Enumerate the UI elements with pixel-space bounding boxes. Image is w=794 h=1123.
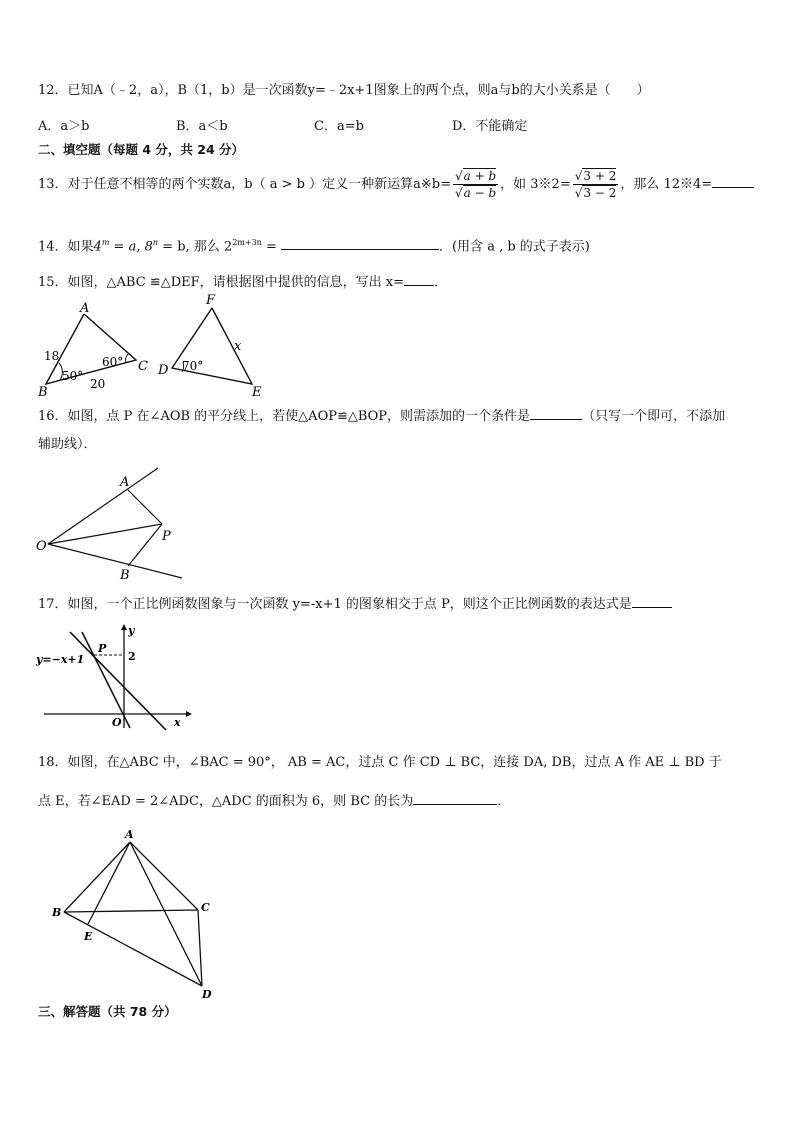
- q14-eq4: =: [261, 239, 277, 255]
- q16-label-a: A: [120, 475, 130, 490]
- q17-answer-blank[interactable]: [632, 593, 672, 608]
- q18-label-e: E: [84, 930, 93, 943]
- q16-line2: 辅助线）．: [38, 437, 97, 452]
- q13-fraction-definition: $\frac{√a + b}{√a - b}$: [454, 169, 497, 200]
- q16-label-b: B: [120, 568, 130, 583]
- q13-suffix: ，那么 12※4=: [620, 177, 713, 192]
- q12-option-c: C．a=b: [314, 119, 364, 134]
- q17-label-p: P: [98, 642, 107, 655]
- q14-prefix: 14．如果: [38, 239, 94, 255]
- q17-stem: [38, 593, 672, 614]
- q14-answer-blank[interactable]: [281, 235, 439, 250]
- q15-figure: [36, 292, 276, 402]
- q16-label-p: P: [162, 529, 171, 544]
- q15-angle-60: 60°: [102, 355, 124, 369]
- q15-label-f: F: [206, 293, 216, 308]
- q13-prefix: 13．对于任意不相等的两个实数a，b（ a > b ）定义一种新运算a※b=: [38, 177, 451, 192]
- q15-side-x: x: [234, 339, 242, 354]
- q15-stem-text: 15．如图，△ABC ≌△DEF，请根据图中提供的信息，写出 x=: [38, 275, 404, 290]
- q14-stem: [38, 234, 590, 256]
- q13-num1: a + b: [463, 169, 497, 183]
- q17-label-x: x: [174, 716, 181, 729]
- q16-figure: [36, 462, 196, 582]
- q13-den2: 3 − 2: [583, 186, 617, 200]
- q15-angle-50: 50°: [62, 369, 84, 383]
- q17-label-y: y: [128, 624, 135, 637]
- q13-fraction-example: $\frac{√3 + 2}{√3 - 2}$: [574, 169, 617, 200]
- q14-exp1: m: [101, 238, 110, 247]
- q15-side-20: 20: [90, 377, 106, 391]
- q12-option-d: D．不能确定: [452, 119, 528, 134]
- q16-line1b: （只写一个即可，不添加: [582, 409, 726, 424]
- q12-option-b: B．a＜b: [176, 119, 228, 134]
- q18-label-b: B: [52, 906, 62, 919]
- q14-eq2: = a, 8: [109, 239, 153, 255]
- q14-suffix: ．(用含 a , b 的式子表示): [438, 239, 590, 255]
- q18-end: ．: [497, 794, 511, 809]
- q15-angle-70: 70°: [182, 359, 204, 373]
- q17-equation-label: y=−x+1: [36, 653, 85, 666]
- q17-stem-text: 17．如图，一个正比例函数图象与一次函数 y=-x+1 的图象相交于点 P，则这个正比例函数的表达式是: [38, 597, 632, 612]
- q16-line1: [38, 405, 725, 426]
- q18-line1: 18．如图，在△ABC 中，∠BAC = 90°， AB = AC，过点 C 作 CD ⊥ BC，连接 DA, DB，过点 A 作 AE ⊥ BD 于: [38, 755, 722, 770]
- q12-stem: 12．已知A（﹣2，a），B（1，b）是一次函数y=﹣2x+1图象上的两个点，则a与b的大小关系是（ ）: [38, 83, 650, 98]
- q12-option-a: A．a＞b: [38, 119, 90, 134]
- q18-answer-blank[interactable]: [413, 790, 497, 805]
- q13-den1: a − b: [463, 186, 497, 200]
- q15-end: ．: [433, 275, 447, 290]
- q14-eq3: = b, 那么 2: [158, 239, 233, 255]
- q17-label-2: 2: [128, 650, 136, 663]
- q15-answer-blank[interactable]: [404, 271, 434, 286]
- q13-num2: 3 + 2: [583, 169, 617, 183]
- q17-figure: [36, 622, 196, 732]
- q15-label-b: B: [38, 385, 48, 400]
- q15-label-a: A: [80, 301, 90, 316]
- q16-line1-text: 16．如图，点 P 在∠AOB 的平分线上，若使△AOP≌△BOP，则需添加的一个条件是: [38, 409, 531, 424]
- q16-answer-blank[interactable]: [530, 405, 582, 420]
- q18-label-c: C: [201, 901, 210, 914]
- q14-eq: 4: [93, 239, 102, 255]
- q14-exp3: 2m+3n: [232, 238, 262, 247]
- q15-label-d: D: [158, 363, 169, 378]
- q18-label-d: D: [202, 988, 212, 1001]
- q13-answer-blank[interactable]: [712, 173, 754, 188]
- q13-stem: [38, 168, 754, 201]
- q18-figure: [48, 826, 228, 1002]
- section-2-heading: 二、填空题（每题 4 分，共 24 分）: [38, 142, 245, 157]
- q17-label-o: O: [112, 716, 122, 729]
- q15-label-c: C: [138, 359, 148, 374]
- q18-line2-text: 点 E，若∠EAD = 2∠ADC，△ADC 的面积为 6，则 BC 的长为: [38, 794, 414, 809]
- q15-label-e: E: [252, 385, 262, 400]
- q18-line2: [38, 790, 510, 811]
- q18-label-a: A: [125, 828, 134, 841]
- section-3-heading: 三、解答题（共 78 分）: [38, 1004, 177, 1019]
- q14-exp2: n: [152, 238, 159, 247]
- q13-mid: ，如 3※2=: [500, 177, 571, 192]
- q16-label-o: O: [36, 539, 47, 554]
- q15-side-18: 18: [44, 349, 60, 363]
- q15-stem: [38, 271, 447, 292]
